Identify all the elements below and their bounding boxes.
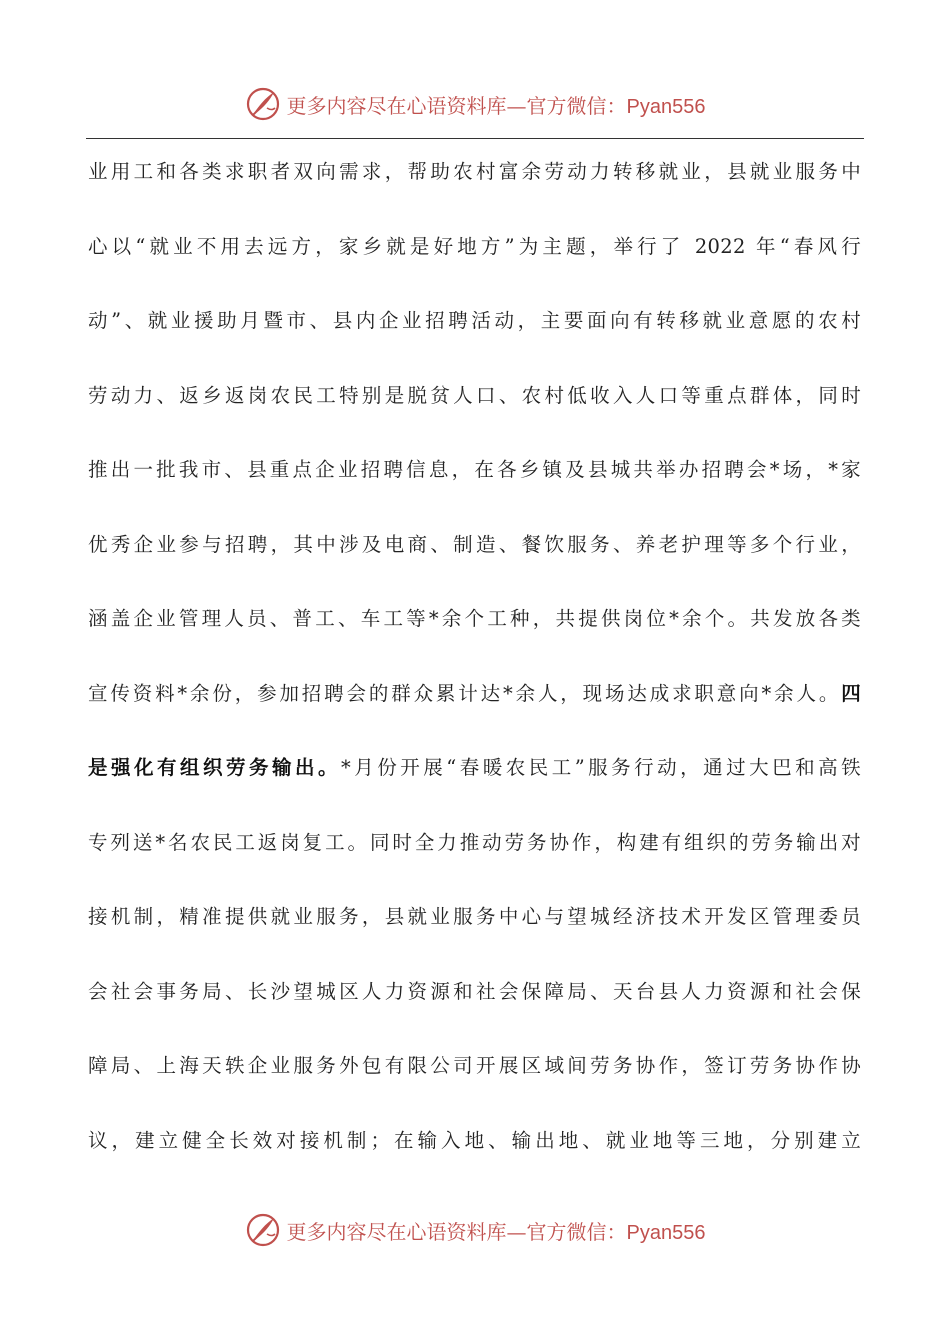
text-line <box>88 672 861 747</box>
text-line: 动”、就业援助月暨市、县内企业招聘活动，主要面向有转移就业意愿的农村 <box>88 309 861 332</box>
document-body <box>88 150 861 1193</box>
watermark-text: 更多内容尽在心语资料库—官方微信：Pyan556 <box>286 1219 706 1244</box>
text-line: 心以“就业不用去远方，家乡就是好地方”为主题，举行了 2022 年“春风行 <box>88 234 861 258</box>
text-line: 业用工和各类求职者双向需求，帮助农村富余劳动力转移就业，县就业服务中 <box>88 160 861 183</box>
text-run: *月份开展“春暖农民工”服务行动，通过大巴和高铁 <box>341 756 861 779</box>
text-line: 涵盖企业管理人员、普工、车工等*余个工种，共提供岗位*余个。共发放各类 <box>88 607 861 630</box>
quill-logo-icon <box>245 86 281 122</box>
section-heading-start: 四 <box>841 681 861 705</box>
header-divider <box>86 138 864 139</box>
text-line: 会社会事务局、长沙望城区人力资源和社会保障局、天台县人力资源和社会保 <box>88 979 861 1003</box>
text-line: 劳动力、返乡返岗农民工特别是脱贫人口、农村低收入人口等重点群体，同时 <box>88 383 861 407</box>
text-line: 议，建立健全长效对接机制；在输入地、输出地、就业地等三地，分别建立 <box>88 1128 861 1152</box>
text-run: 宣传资料*余份，参加招聘会的群众累计达*余人，现场达成求职意向*余人。 <box>88 681 842 705</box>
text-line: 接机制，精准提供就业服务，县就业服务中心与望城经济技术开发区管理委员 <box>88 905 861 928</box>
text-line: 优秀企业参与招聘，其中涉及电商、制造、餐饮服务、养老护理等多个行业， <box>88 532 861 556</box>
watermark-text: 更多内容尽在心语资料库—官方微信：Pyan556 <box>286 93 706 118</box>
text-line: 推出一批我市、县重点企业招聘信息，在各乡镇及县城共举办招聘会*场，*家 <box>88 458 861 481</box>
text-line <box>88 746 861 821</box>
footer-watermark <box>0 1210 950 1250</box>
quill-logo-icon <box>245 1212 281 1248</box>
watermark-id: Pyan556 <box>626 95 706 118</box>
text-line: 障局、上海天轶企业服务外包有限公司开展区域间劳务协作，签订劳务协作协 <box>88 1054 861 1077</box>
watermark-id: Pyan556 <box>626 1221 706 1244</box>
header-watermark <box>0 84 950 124</box>
section-heading: 是强化有组织劳务输出。 <box>88 756 341 779</box>
text-line: 专列送*名农民工返岗复工。同时全力推动劳务协作，构建有组织的劳务输出对 <box>88 830 861 854</box>
